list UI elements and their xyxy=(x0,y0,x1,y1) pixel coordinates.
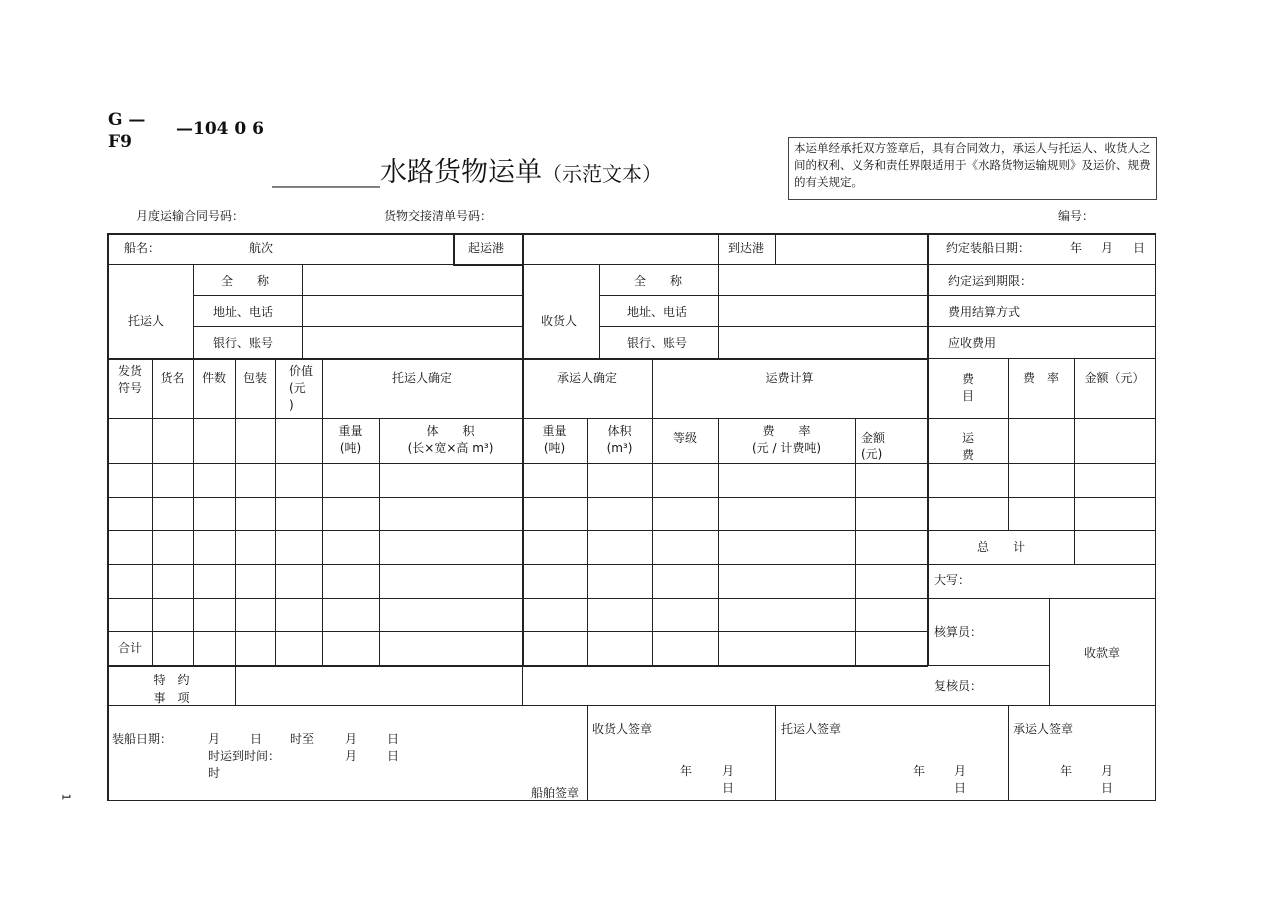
loading-year: 年 xyxy=(1070,241,1083,255)
shipper-sign-month: 月 xyxy=(954,764,967,778)
col-pieces: 件数 xyxy=(201,371,226,385)
title-blank: ________ xyxy=(272,157,380,188)
shipper-sign-label: 托运人签章 xyxy=(781,722,842,736)
col-grade: 等级 xyxy=(672,431,697,445)
title-main: 水路货物运单 xyxy=(380,157,542,188)
origin-port-label: 起运港 xyxy=(468,241,505,255)
col-freight-calc: 运费计算 xyxy=(765,371,814,385)
carrier-sign-label: 承运人签章 xyxy=(1013,722,1074,736)
carrier-sign-day: 日 xyxy=(1101,781,1114,795)
dest-port-label: 到达港 xyxy=(728,241,765,255)
ship-name-label: 船名： xyxy=(124,241,161,255)
bottom-day-3: 日 xyxy=(387,749,400,763)
loading-month: 月 xyxy=(1101,241,1114,255)
shipper-sign-day: 日 xyxy=(954,781,967,795)
contract-no-label: 月度运输合同号码： xyxy=(136,209,245,223)
page-number: 1 xyxy=(59,793,73,801)
doc-code-number: —104 0 6 xyxy=(176,119,264,139)
handover-no-label: 货物交接清单号码： xyxy=(384,209,493,223)
col-carrier-confirm: 承运人确定 xyxy=(556,371,617,385)
shipper-bank-label: 银行、账号 xyxy=(213,336,274,350)
shipper-sign-year: 年 xyxy=(913,764,926,778)
carrier-sign-month: 月 xyxy=(1101,764,1114,778)
total-row-label: 合计 xyxy=(118,641,143,655)
bottom-month-1: 月 xyxy=(208,732,221,746)
bottom-arrival-time: 时运到时间： xyxy=(208,749,281,763)
col-value: 价值 (元 ) xyxy=(289,364,314,412)
col-weight: 重量 (吨) xyxy=(338,424,363,455)
col-carrier-weight: 重量 (吨) xyxy=(542,424,567,455)
voyage-label: 航次 xyxy=(249,241,274,255)
title-sub: （示范文本） xyxy=(542,162,662,186)
receipt-stamp-label: 收款章 xyxy=(1083,646,1120,660)
fee-item-label: 费 目 xyxy=(961,372,974,403)
special-terms-label: 特 约 事 项 xyxy=(153,673,190,705)
receivable-label: 应收费用 xyxy=(948,336,997,350)
bottom-time-to: 时至 xyxy=(290,732,315,746)
shipper-full-name-label: 全 称 xyxy=(221,274,270,288)
consignee-bank-label: 银行、账号 xyxy=(627,336,688,350)
reviewer-label: 复核员： xyxy=(934,679,983,693)
consignee-sign-day: 日 xyxy=(722,781,735,795)
serial-no-label: 编号： xyxy=(1058,209,1095,223)
fee-capital-label: 大写： xyxy=(934,573,971,587)
bottom-day-1: 日 xyxy=(250,732,263,746)
bottom-day-2: 日 xyxy=(387,732,400,746)
settlement-label: 费用结算方式 xyxy=(948,305,1021,319)
ship-sign-label: 船舶签章 xyxy=(531,786,580,800)
doc-code-line2: F9 xyxy=(108,132,132,152)
shipper-label: 托运人 xyxy=(128,314,165,328)
bottom-month-2: 月 xyxy=(345,732,358,746)
col-rate: 费 率 (元 / 计费吨) xyxy=(751,424,822,455)
consignee-sign-label: 收货人签章 xyxy=(592,722,653,736)
arrival-deadline-label: 约定运到期限： xyxy=(948,274,1033,288)
col-packing: 包装 xyxy=(242,371,267,385)
fee-total-label: 总 计 xyxy=(976,540,1025,554)
loading-date-label: 约定装船日期： xyxy=(946,241,1031,255)
fee-amount-label: 金额（元） xyxy=(1084,371,1145,385)
bottom-hour: 时 xyxy=(208,766,221,780)
consignee-sign-year: 年 xyxy=(680,764,693,778)
col-carrier-volume: 体积 (m³) xyxy=(606,424,633,455)
consignee-full-name-label: 全 称 xyxy=(634,274,683,288)
fee-rate-label: 费 率 xyxy=(1022,371,1059,385)
bottom-month-3: 月 xyxy=(345,749,358,763)
consignee-label: 收货人 xyxy=(541,314,578,328)
col-volume: 体 积 (长×宽×高 m³) xyxy=(407,424,494,455)
fee-freight-label: 运 费 xyxy=(961,431,974,462)
contract-notice: 本运单经承托双方签章后，具有合同效力，承运人与托运人、收货人之间的权利、义务和责任界限适用于《水路货物运输规则》及运价、规费的有关规定。 xyxy=(788,137,1157,200)
consignee-sign-month: 月 xyxy=(722,764,735,778)
col-shipper-confirm: 托运人确定 xyxy=(391,371,452,385)
shipper-address-label: 地址、电话 xyxy=(213,305,274,319)
col-mark: 发货 符号 xyxy=(117,364,142,395)
col-goods-name: 货名 xyxy=(160,371,185,385)
loading-day: 日 xyxy=(1133,241,1146,255)
consignee-address-label: 地址、电话 xyxy=(627,305,688,319)
page-title xyxy=(272,156,662,191)
carrier-sign-year: 年 xyxy=(1060,764,1073,778)
col-amount: 金额 (元) xyxy=(861,431,886,461)
doc-code-line1: G — xyxy=(108,110,146,130)
checker-label: 核算员： xyxy=(934,625,983,639)
bottom-loading-date-label: 装船日期： xyxy=(112,732,173,746)
